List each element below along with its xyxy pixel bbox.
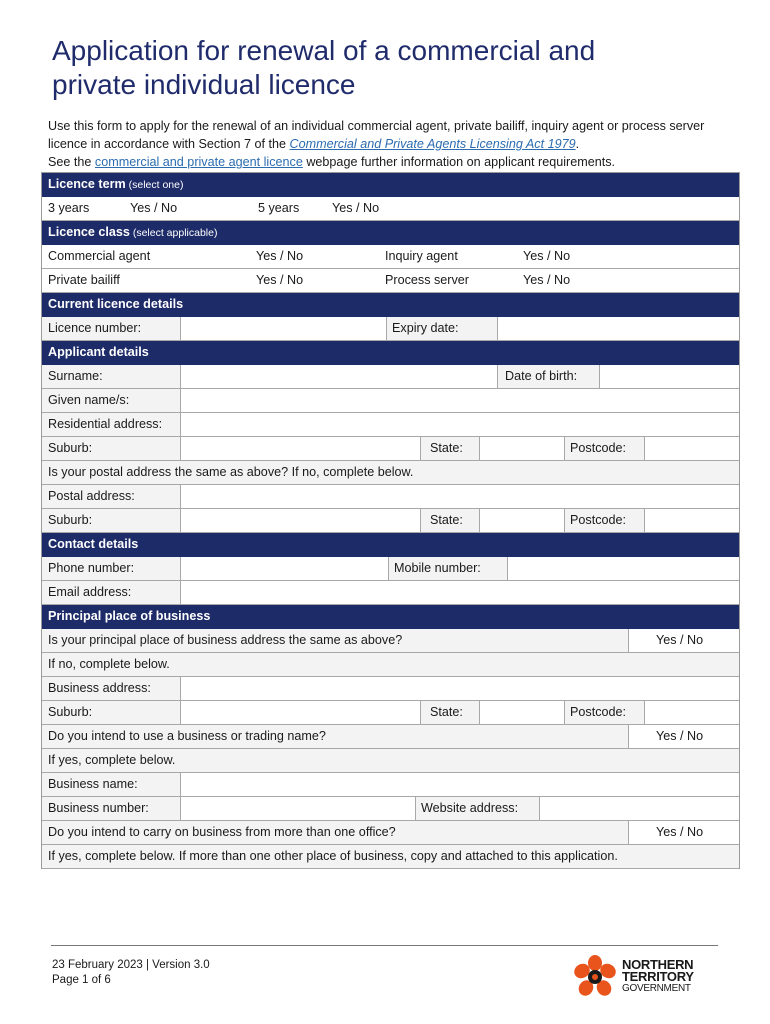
phone-row [42, 557, 739, 581]
multiple-office-note-row [42, 845, 739, 869]
business-if-no-text: If no, complete below. [48, 657, 170, 671]
multiple-office-note: If yes, complete below. If more than one other place of business, copy and attached to this application. [48, 849, 618, 863]
licence-class-row-2 [42, 269, 739, 293]
business-suburb-label: Suburb: [48, 705, 93, 719]
licence-webpage-link[interactable]: commercial and private agent licence [94, 155, 303, 169]
logo-text [622, 959, 694, 995]
licence-number-field[interactable] [180, 317, 387, 340]
postal-question-text: Is your postal address the same as above? If no, complete below. [48, 465, 414, 479]
business-suburb-row [42, 701, 739, 725]
inquiry-agent-label: Inquiry agent [385, 249, 458, 263]
application-form [41, 172, 740, 869]
licence-number-label: Licence number: [48, 321, 142, 335]
business-name-label: Business name: [48, 777, 138, 791]
intro-p1-end: . [575, 137, 580, 151]
term-5-years-yes-no[interactable]: Yes / No [332, 201, 380, 215]
business-same-row [42, 629, 739, 653]
mobile-number-label: Mobile number: [394, 561, 481, 575]
licence-term-header [42, 173, 739, 197]
footer-divider [51, 945, 718, 946]
residential-suburb-row [42, 437, 739, 461]
state-field[interactable] [479, 437, 565, 460]
business-same-yes-no[interactable]: Yes / No [656, 633, 704, 647]
title-line-2: private individual licence [52, 69, 356, 100]
act-link[interactable]: Commercial and Private Agents Licensing Act 1979 [289, 137, 576, 151]
business-state-field[interactable] [479, 701, 565, 724]
multiple-office-question: Do you intend to carry on business from more than one office? [48, 825, 396, 839]
process-server-yes-no[interactable]: Yes / No [523, 273, 571, 287]
licence-class-row-1 [42, 245, 739, 269]
commercial-agent-yes-no[interactable]: Yes / No [256, 249, 304, 263]
term-5-years-label: 5 years [258, 201, 300, 215]
postal-state-label: State: [430, 513, 463, 527]
licence-class-hint: (select applicable) [129, 227, 218, 239]
date-of-birth-field[interactable] [599, 365, 739, 388]
expiry-date-label: Expiry date: [392, 321, 459, 335]
trading-name-question-row [42, 725, 739, 749]
process-server-label: Process server [385, 273, 469, 287]
trading-name-question: Do you intend to use a business or trading name? [48, 729, 326, 743]
expiry-date-field[interactable] [497, 317, 739, 340]
surname-label: Surname: [48, 369, 103, 383]
postal-postcode-field[interactable] [644, 509, 739, 532]
email-address-field[interactable] [180, 581, 739, 604]
business-if-no-row [42, 653, 739, 677]
date-of-birth-label: Date of birth: [505, 369, 578, 383]
postal-address-label: Postal address: [48, 489, 135, 503]
footer-version: 23 February 2023 | Version 3.0 [52, 959, 210, 971]
email-row [42, 581, 739, 605]
term-3-years-yes-no[interactable]: Yes / No [130, 201, 178, 215]
business-address-field[interactable] [180, 677, 739, 700]
multiple-office-answer-cell [628, 821, 739, 844]
postal-state-field[interactable] [479, 509, 565, 532]
postal-suburb-row [42, 509, 739, 533]
business-suburb-field[interactable] [180, 701, 421, 724]
licence-term-row [42, 197, 739, 221]
postal-address-row [42, 485, 739, 509]
business-postcode-label: Postcode: [570, 705, 627, 719]
intro-p2-end: webpage further information on applicant requirements. [302, 155, 616, 169]
private-bailiff-label: Private bailiff [48, 273, 120, 287]
business-name-row [42, 773, 739, 797]
licence-class-header [42, 221, 739, 245]
multiple-office-question-row [42, 821, 739, 845]
logo-line-1: NORTHERN [622, 957, 694, 972]
residential-address-row [42, 413, 739, 437]
licence-class-title: Licence class [48, 225, 130, 239]
footer-page-number: Page 1 of 6 [52, 974, 111, 986]
postal-question-row [42, 461, 739, 485]
footer [52, 958, 210, 988]
suburb-label: Suburb: [48, 441, 93, 455]
applicant-details-title: Applicant details [48, 345, 149, 359]
business-same-answer-cell [628, 629, 739, 652]
title-line-1: Application for renewal of a commercial and [52, 35, 596, 66]
intro-p2: See the [48, 155, 95, 169]
business-number-field[interactable] [180, 797, 416, 820]
phone-number-label: Phone number: [48, 561, 135, 575]
inquiry-agent-yes-no[interactable]: Yes / No [523, 249, 571, 263]
suburb-field[interactable] [180, 437, 421, 460]
website-address-label: Website address: [421, 801, 519, 815]
intro-text [48, 117, 738, 171]
business-number-row [42, 797, 739, 821]
business-postcode-field[interactable] [644, 701, 739, 724]
phone-number-field[interactable] [180, 557, 389, 580]
email-address-label: Email address: [48, 585, 132, 599]
surname-row [42, 365, 739, 389]
business-address-row [42, 677, 739, 701]
business-header [42, 605, 739, 629]
business-if-yes-text: If yes, complete below. [48, 753, 176, 767]
surname-field[interactable] [180, 365, 498, 388]
applicant-details-header [42, 341, 739, 365]
logo-line-3: GOVERNMENT [622, 983, 691, 994]
licence-term-title: Licence term [48, 177, 126, 191]
postal-address-field[interactable] [180, 485, 739, 508]
business-if-yes-row [42, 749, 739, 773]
intro-p1: Use this form to apply for the renewal of an individual commercial agent, private bailiff, inquiry agent or process server licence in accordance with Section 7 of the [48, 119, 705, 151]
trading-name-yes-no[interactable]: Yes / No [656, 729, 704, 743]
residential-address-field[interactable] [180, 413, 739, 436]
given-names-label: Given name/s: [48, 393, 130, 407]
term-3-years-label: 3 years [48, 201, 90, 215]
trading-name-answer-cell [628, 725, 739, 748]
mobile-number-field[interactable] [507, 557, 739, 580]
residential-address-label: Residential address: [48, 417, 163, 431]
current-licence-title: Current licence details [48, 297, 184, 311]
logo-line-2: TERRITORY [622, 969, 694, 984]
given-names-row [42, 389, 739, 413]
given-names-field[interactable] [180, 389, 739, 412]
page-title [52, 34, 732, 102]
commercial-agent-label: Commercial agent [48, 249, 151, 263]
licence-term-hint: (select one) [125, 179, 184, 191]
current-licence-header [42, 293, 739, 317]
postcode-field[interactable] [644, 437, 739, 460]
business-same-question: Is your principal place of business address the same as above? [48, 633, 403, 647]
desert-rose-icon [572, 954, 618, 1000]
private-bailiff-yes-no[interactable]: Yes / No [256, 273, 304, 287]
business-title: Principal place of business [48, 609, 211, 623]
multiple-office-yes-no[interactable]: Yes / No [656, 825, 704, 839]
business-state-label: State: [430, 705, 463, 719]
contact-details-header [42, 533, 739, 557]
state-label: State: [430, 441, 463, 455]
website-address-field[interactable] [539, 797, 739, 820]
current-licence-row [42, 317, 739, 341]
business-name-field[interactable] [180, 773, 739, 796]
nt-government-logo [572, 954, 712, 1002]
postal-suburb-label: Suburb: [48, 513, 93, 527]
postal-postcode-label: Postcode: [570, 513, 627, 527]
business-number-label: Business number: [48, 801, 149, 815]
contact-details-title: Contact details [48, 537, 139, 551]
postal-suburb-field[interactable] [180, 509, 421, 532]
business-address-label: Business address: [48, 681, 151, 695]
postcode-label: Postcode: [570, 441, 627, 455]
